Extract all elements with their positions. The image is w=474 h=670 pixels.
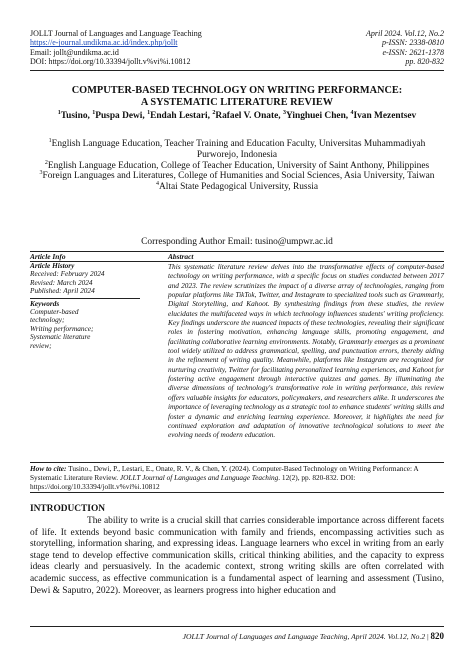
p-issn: p-ISSN: 2338-0810 <box>382 38 444 48</box>
affiliation: $^4$Altai State Pedagogical University, Russia <box>156 181 318 193</box>
title-line-2: A SYSTEMATIC LITERATURE REVIEW <box>140 97 334 108</box>
affiliation: $^2$English Language Education, College of Teacher Education, University of Saint Anthony, Philippines <box>44 159 430 171</box>
title-line-1: COMPUTER-BASED TECHNOLOGY ON WRITING PERFORMANCE: <box>71 85 403 96</box>
citation-bottom-rule <box>30 492 444 493</box>
revised-date: Revised: March 2024 <box>30 277 93 287</box>
header-right <box>366 29 444 67</box>
author: $^1$Puspa Dewi, <box>92 109 148 121</box>
article-title <box>30 85 444 109</box>
journal-name: JOLLT Journal of Languages and Language Teaching <box>30 29 202 38</box>
keyword: technology; <box>30 315 65 325</box>
author: $^2$Rafael V. Onate, <box>212 109 283 121</box>
cite-journal: JOLLT Journal of Languages and Language Teaching <box>119 473 279 483</box>
published-date: Published: April 2024 <box>30 286 95 296</box>
cite-tail: . 12(2), pp. 820-832. DOI: https://doi.org/10.33394/jollt.v%vi%i.10812 <box>30 473 356 492</box>
footer-rule <box>30 626 444 627</box>
article-info <box>30 262 140 350</box>
abstract-text: This systematic literature review delves into the transformative effects of computer-based technology on writing performance, with a specific focus on studies conducted between 2017 and 2023. The review scrutinizes the impact of a diverse array of technologies, ranging from popular platforms like TikTok, Twitter, and Instagram to specialized tools such as Grammarly, Digital Storytelling, and Kahoot. By synthesizing findings from these studies, the review elucidates the multifaceted ways in which technology influences students' writing proficiency. Key findings underscore the nuanced impacts of these technologies, revealing their significant roles in fostering motivation, enhancing language skills, promoting engagement, and facilitating collaborative learning environments. Notably, Grammarly emerges as a prominent tool widely utilized to address grammatical, spelling, and punctuation errors, thereby aiding in the refinement of writing quality. Meanwhile, platforms like Instagram are recognized for nurturing creativity, Twitter for facilitating personalized learning experiences, and Kahoot for fostering active engagement through interactive quizzes and games. By illuminating the diverse dimensions of technology's transformative role in writing performance, this review offers valuable insights for educators, policymakers, and researchers alike. It underscores the importance of leveraging technology as a strategic tool to enhance students' writing skills and foster a dynamic and enriching learning experience. Moreover, it highlights the need for continued exploration and adaptation of innovative technological solutions to meet the evolving needs of modern education. <box>168 262 444 440</box>
corresponding-author: Corresponding Author Email: tusino@umpwr.ac.id <box>141 237 333 247</box>
cite-label: How to cite: <box>30 464 67 473</box>
citation-top-rule <box>30 462 444 463</box>
journal-email: Email: jollt@undikma.ac.id <box>30 47 119 57</box>
affiliation: $^1$English Language Education, Teacher Training and Education Faculty, Universitas Muhammadiyah Purworejo, Indonesia <box>48 137 426 160</box>
author: $^3$Yinghuei Chen, <box>282 109 351 121</box>
author: $^4$Ivan Mezentsev <box>350 109 417 121</box>
abstract-heading: Abstract <box>168 252 194 261</box>
keyword: review; <box>30 340 52 350</box>
affiliation: $^3$Foreign Languages and Literatures, College of Humanities and Social Sciences, Asia University, Taiwan <box>39 170 435 182</box>
keyword: Writing performance; <box>30 323 94 333</box>
issue-info: April 2024. Vol.12, No.2 <box>365 29 444 38</box>
author-list <box>30 111 444 122</box>
author: $^1$Endah Lestari, <box>147 109 213 121</box>
introduction-heading: INTRODUCTION <box>30 504 106 514</box>
introduction-text: The ability to write is a crucial skill that carries considerable importance across different facets of life. It extends beyond basic communication with family and friends, encompassing activities such as storytelling, information sharing, and expressing ideas. Language learners who excel in writing from an early stage tend to develop effective communication skills, critical thinking abilities, and the capacity to express ideas clearly and persuasively. In the academic context, strong writing skills are often correlated with academic success, as effective communication is a fundamental aspect of learning and assessment (Tusino, Dewi & Saputro, 2022). Moreover, as learners progress into higher education and <box>30 516 444 596</box>
info-top-rule <box>30 251 444 252</box>
footer-page-number: 820 <box>430 631 444 641</box>
keyword: Computer-based <box>30 307 79 317</box>
affiliations <box>30 139 444 193</box>
journal-url-link[interactable]: https://e-journal.undikma.ac.id/index.php/jollt <box>30 38 178 48</box>
history-heading: Article History <box>30 261 75 270</box>
page-range: pp. 820-832 <box>405 57 444 67</box>
author: $^1$Tusino, <box>57 109 93 121</box>
e-issn: e-ISSN: 2621-1378 <box>382 47 444 57</box>
journal-doi: DOI: https://doi.org/10.33394/jollt.v%vi%i.10812 <box>30 57 191 67</box>
page-footer: JOLLT Journal of Languages and Language Teaching, April 2024. Vol.12, No.2 | 820 <box>182 631 444 641</box>
cite-text: Tusino., Dewi, P., Lestari, E., Onate, R. V., & Chen, Y. (2024). Computer-Based Technology on Writing Performance: A Systematic Literature Review. <box>30 464 419 483</box>
header-left <box>30 29 202 67</box>
received-date: Received: February 2024 <box>30 269 105 279</box>
how-to-cite <box>30 464 444 492</box>
keywords-heading: Keywords <box>30 298 60 308</box>
keyword: Systematic literature <box>30 332 91 342</box>
footer-journal: JOLLT Journal of Languages and Language Teaching, April 2024. Vol.12, No.2 <box>182 632 426 641</box>
article-info-heading: Article Info <box>30 252 66 261</box>
header-divider <box>30 70 444 71</box>
